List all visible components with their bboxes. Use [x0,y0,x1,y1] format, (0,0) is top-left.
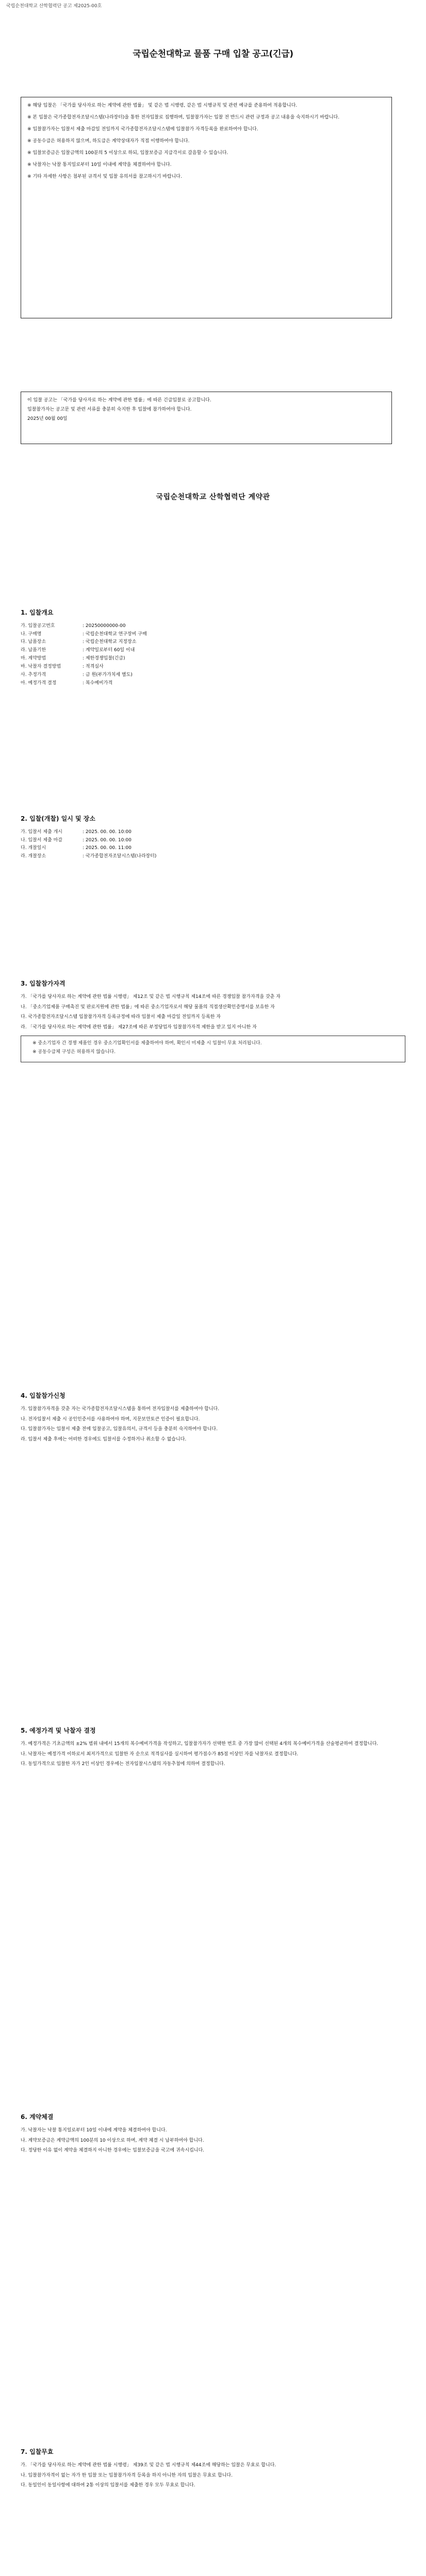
section [21,608,405,688]
kv-value: : 2025. 00. 00. 10:00 [83,829,132,835]
announcement-box [21,392,392,444]
announcement-line: 입찰참가자는 공고문 및 관련 서류를 충분히 숙지한 후 입찰에 참가하여야 합니다. [27,406,192,412]
notice-line: ※ 해당 입찰은 「국가를 당사자로 하는 계약에 관한 법률」 및 같은 법 시행령, 같은 법 시행규칙 및 관련 예규를 준용하여 적용합니다. [27,103,298,108]
section-line: 다. 정당한 이유 없이 계약을 체결하지 아니한 경우에는 입찰보증금을 국고에 귀속시킵니다. [21,2148,205,2154]
kv-key: 가. 입찰서 제출 개시 [21,829,62,835]
kv-row [21,845,405,852]
section-line: 가. 「국가를 당사자로 하는 계약에 관한 법률 시행령」 제39조 및 같은 법 시행규칙 제44조에 해당하는 입찰은 무효로 합니다. [21,2462,276,2468]
section [21,979,405,1066]
kv-value: : 국립순천대학교 지정장소 [83,639,137,645]
section-note: ※ 중소기업자 간 경쟁 제품인 경우 중소기업확인서를 제출하여야 하며, 확인서 미제출 시 입찰이 무효 처리됩니다. [32,1041,262,1046]
notice-line: ※ 본 입찰은 국가종합전자조달시스템(나라장터)을 통한 전자입찰로 집행하며, 입찰참가자는 입찰 전 반드시 관련 규정과 공고 내용을 숙지하시기 바랍니다. [27,114,340,120]
kv-value: : 계약일로부터 60일 이내 [83,648,135,653]
section [21,814,405,861]
kv-value: : 금 원(부가가치세 별도) [83,672,133,678]
kv-value: : 2025. 00. 00. 11:00 [83,845,132,851]
section-line: 다. 동일가격으로 입찰한 자가 2인 이상인 경우에는 전자입찰시스템의 자동추첨에 의하여 결정합니다. [21,1761,225,1767]
announcement-list [27,397,385,423]
kv-row [21,623,405,630]
kv-key: 라. 납품기한 [21,648,46,653]
kv-row [21,672,405,679]
notice-line: ※ 공동수급은 허용하지 않으며, 하도급은 계약상대자가 직접 이행하여야 합니다. [27,138,190,144]
kv-key: 마. 계약방법 [21,656,46,662]
kv-row [21,853,405,860]
kv-row [21,639,405,646]
kv-value: : 20250000000-00 [83,623,126,629]
section-line: 나. 낙찰자는 예정가격 이하로서 최저가격으로 입찰한 자 순으로 적격심사를 실시하여 평가점수가 85점 이상인 자를 낙찰자로 결정합니다. [21,1751,299,1757]
section-line: 다. 입찰참가자는 입찰서 제출 전에 입찰공고, 입찰유의서, 규격서 등을 충분히 숙지하여야 합니다. [21,1427,218,1432]
section [21,1726,405,1771]
section [21,2112,405,2158]
kv-value: : 국립순천대학교 연구장비 구매 [83,631,147,637]
kv-value: : 적격심사 [83,664,104,670]
notice-box [21,97,392,318]
section-line: 가. 예정가격은 기초금액의 ±2% 범위 내에서 15개의 복수예비가격을 작성하고, 입찰참가자가 선택한 번호 중 가장 많이 선택된 4개의 복수예비가격을 산술평균하여 결정합니다. [21,1741,379,1747]
section-line: 가. 낙찰자는 낙찰 통지일로부터 10일 이내에 계약을 체결하여야 합니다. [21,2127,167,2133]
section-line: 다. 국가종합전자조달시스템 입찰참가자격 등록규정에 따라 입찰서 제출 마감일 전일까지 등록한 자 [21,1014,221,1020]
kv-key: 다. 개찰일시 [21,845,46,851]
section-line: 나. 입찰참가자격이 없는 자가 한 입찰 또는 입찰참가자격 등록을 하지 아니한 자의 입찰은 무효로 합니다. [21,2472,233,2478]
kv-row [21,655,405,663]
kv-value: : 제한경쟁입찰(긴급) [83,656,125,662]
notice-line: ※ 기타 자세한 사항은 첨부된 규격서 및 입찰 유의서를 참고하시기 바랍니다. [27,174,182,179]
section-line: 나. 전자입찰서 제출 시 공인인증서를 사용하여야 하며, 지문보안토큰 인증이 필요합니다. [21,1416,200,1422]
kv-key: 가. 입찰공고번호 [21,623,55,629]
announcement-line: 이 입찰 공고는 「국가를 당사자로 하는 계약에 관한 법률」에 따른 긴급입찰로 공고합니다. [27,398,211,403]
kv-row [21,837,405,844]
kv-key: 나. 입찰서 제출 마감 [21,837,62,843]
section-heading: 1. 입찰개요 [21,609,54,616]
kv-key: 나. 구매명 [21,631,42,637]
section-heading: 6. 계약체결 [21,2113,54,2121]
section-heading: 4. 입찰참가신청 [21,1392,65,1399]
kv-row [21,647,405,654]
section-heading: 3. 입찰참가자격 [21,980,65,987]
section-line: 라. 입찰서 제출 후에는 어떠한 경우에도 입찰서를 수정하거나 취소할 수 없습니다. [21,1437,187,1443]
kv-row [21,664,405,671]
kv-value: : 국가종합전자조달시스템(나라장터) [83,854,157,859]
section-line: 라. 「국가를 당사자로 하는 계약에 관한 법률」 제27조에 따른 부정당업자 입찰참가자격 제한을 받고 있지 아니한 자 [21,1025,257,1030]
page-title: 국립순천대학교 물품 구매 입찰 공고(긴급) [133,49,293,59]
kv-value: : 2025. 00. 00. 10:00 [83,837,132,843]
section-note: ※ 공동수급체 구성은 허용하지 않습니다. [32,1049,116,1055]
notice-line: ※ 입찰보증금은 입찰금액의 100분의 5 이상으로 하되, 입찰보증금 지급각서로 갈음할 수 있습니다. [27,150,228,156]
kv-key: 라. 개찰장소 [21,854,46,859]
kv-key: 아. 예정가격 결정 [21,681,57,686]
notice-list [27,103,385,181]
notice-line: ※ 낙찰자는 낙찰 통지일로부터 10일 이내에 계약을 체결하여야 합니다. [27,162,172,167]
section-line: 나. 「중소기업제품 구매촉진 및 판로지원에 관한 법률」에 따른 중소기업자로서 해당 물품의 직접생산확인증명서를 보유한 자 [21,1004,275,1010]
kv-key: 바. 낙찰자 결정방법 [21,664,61,670]
announcement-line: 2025년 00월 00일 [27,416,68,421]
notice-line: ※ 입찰참가자는 입찰서 제출 마감일 전일까지 국가종합전자조달시스템에 입찰참가 자격등록을 완료하여야 합니다. [27,126,258,132]
kv-row [21,680,405,687]
organization-name: 국립순천대학교 산학협력단 계약관 [156,493,270,501]
kv-key: 사. 추정가격 [21,672,46,678]
section-note-box [21,1036,405,1062]
kv-value: : 복수예비가격 [83,681,113,686]
section-heading: 5. 예정가격 및 낙찰자 결정 [21,1727,96,1734]
kv-row [21,829,405,836]
kv-key: 다. 납품장소 [21,639,46,645]
section-heading: 2. 입찰(개찰) 일시 및 장소 [21,815,95,822]
section-heading: 7. 입찰무효 [21,2448,54,2455]
kv-row [21,631,405,638]
section-line: 가. 「국가를 당사자로 하는 계약에 관한 법률 시행령」 제12조 및 같은 법 시행규칙 제14조에 따른 경쟁입찰 참가자격을 갖춘 자 [21,994,281,999]
section [21,1391,405,1447]
document-header: 국립순천대학교 산학협력단 공고 제2025-00호 [6,4,102,9]
section-line: 가. 입찰참가자격을 갖춘 자는 국가종합전자조달시스템을 통하여 전자입찰서를 제출하여야 합니다. [21,1406,220,1412]
section-line: 다. 동일인이 동일사항에 대하여 2통 이상의 입찰서를 제출한 경우 모두 무효로 합니다. [21,2483,195,2488]
section [21,2447,405,2493]
section-line: 나. 계약보증금은 계약금액의 100분의 10 이상으로 하며, 계약 체결 시 납부하여야 합니다. [21,2138,204,2143]
